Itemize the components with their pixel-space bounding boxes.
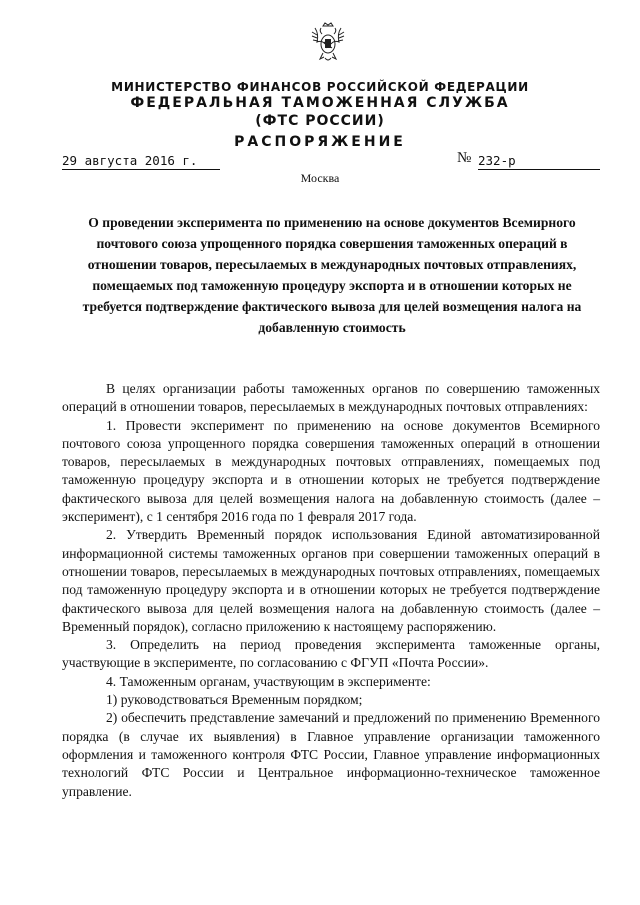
service-abbreviation: (ФТС РОССИИ)	[255, 113, 385, 129]
document-title: О проведении эксперимента по применению на основе документов Всемирного почтового союза упрощенного порядка совершения таможенных операций в отношении товаров, пересылаемых в международных почтовых отправлениях, помещаемых под таможенную процедуру экспорта и в отношении которых не требуется подтверждение фактического вывоза для целей возмещения налога на добавленную стоимость	[82, 215, 582, 335]
coat-of-arms-emblem	[309, 22, 347, 64]
number-label: №	[457, 150, 472, 166]
document-body	[62, 380, 600, 801]
document-date: 29 августа 2016 г.	[62, 152, 220, 170]
service-name: ФЕДЕРАЛЬНАЯ ТАМОЖЕННАЯ СЛУЖБА	[130, 95, 510, 111]
paragraph-3: 3. Определить на период проведения эксперимента таможенные органы, участвующие в эксперименте, по согласованию с ФГУП «Почта России».	[62, 637, 600, 671]
document-number: 232-р	[478, 152, 600, 170]
ministry-name: МИНИСТЕРСТВО ФИНАНСОВ РОССИЙСКОЙ ФЕДЕРАЦИИ	[111, 80, 529, 94]
city: Москва	[300, 171, 340, 185]
paragraph-1: 1. Провести эксперимент по применению на основе документов Всемирного почтового союза упрощенного порядка совершения таможенных операций в отношении товаров, пересылаемых в международных почтовых отправлениях, помещаемых под таможенную процедуру экспорта и в отношении которых не требуется подтверждение фактического вывоза для целей возмещения налога на добавленную стоимость (далее – эксперимент), с 1 сентября 2016 года по 1 февраля 2017 года.	[62, 417, 600, 525]
paragraph-2: 2. Утвердить Временный порядок использования Единой автоматизированной информационной системы таможенных органов при совершении таможенных операций в отношении товаров, пересылаемых в международных почтовых отправлениях, помещаемых под таможенную процедуру экспорта и в отношении которых не требуется подтверждение фактического вывоза для целей возмещения налога на добавленную стоимость (далее – Временный порядок), согласно приложению к настоящему распоряжению.	[62, 527, 600, 634]
paragraph-4-1: 1) руководствоваться Временным порядком;	[106, 692, 363, 708]
document-type: РАСПОРЯЖЕНИЕ	[234, 134, 406, 150]
paragraph-intro: В целях организации работы таможенных органов по совершению таможенных операций в отношении товаров, пересылаемых в международных почтовых отправлениях:	[62, 381, 600, 415]
paragraph-4: 4. Таможенным органам, участвующим в эксперименте:	[106, 673, 431, 689]
paragraph-4-2: 2) обеспечить представление замечаний и предложений по применению Временного порядка (в случае их выявления) в Главное управление организации таможенного оформления и таможенного контроля ФТС России, Главное управление информационных технологий ФТС России и Центральное информационно-техническое таможенное управление.	[62, 710, 600, 799]
